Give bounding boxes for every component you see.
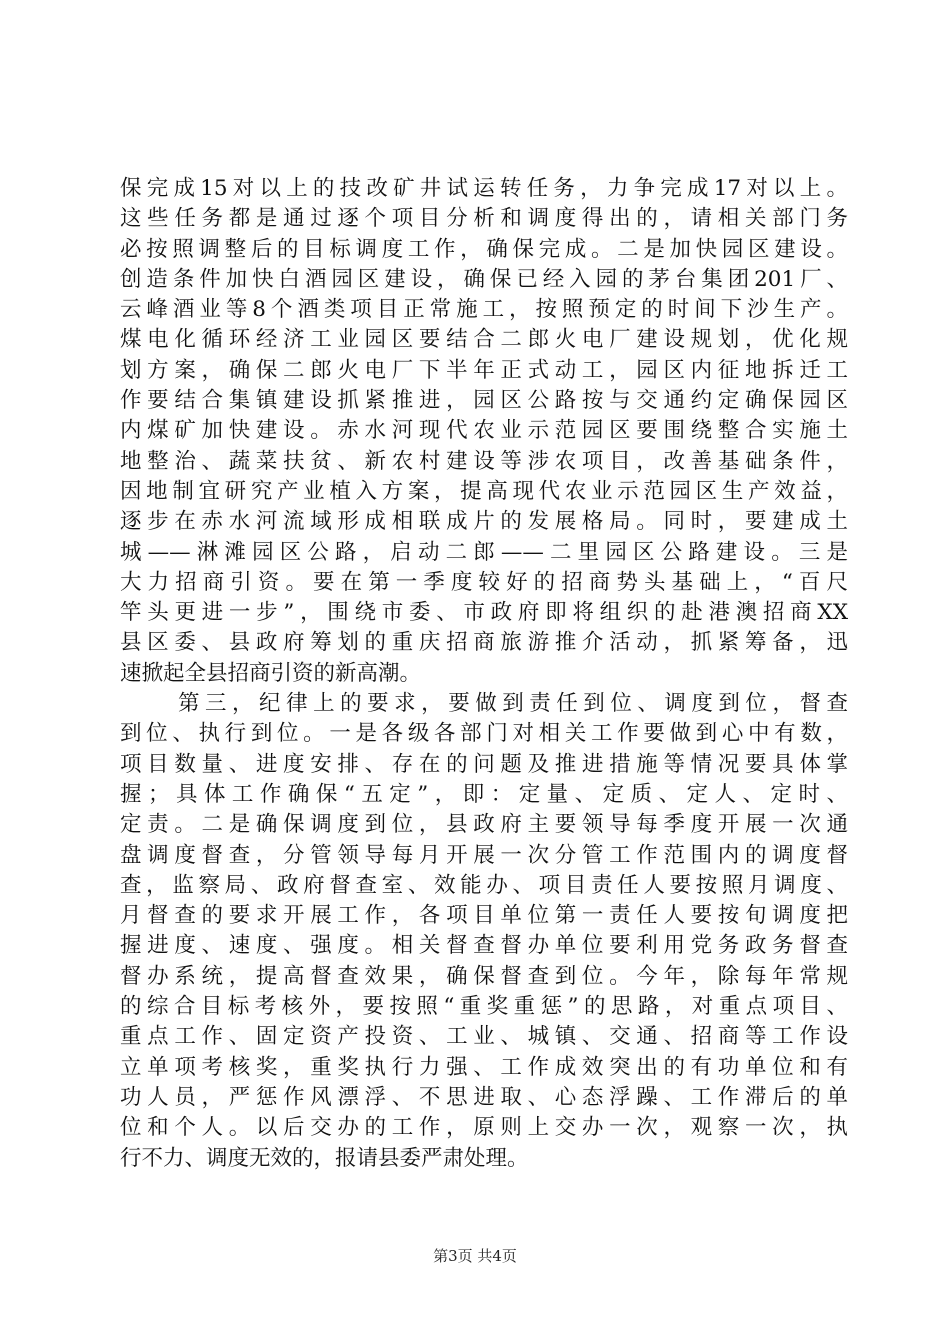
text-line: 创造条件加快白酒园区建设，确保已经入园的茅台集团201厂、 — [120, 266, 848, 292]
text-line: 月督查的要求开展工作，各项目单位第一责任人要按旬调度把 — [120, 903, 848, 929]
text-line: 功人员，严惩作风漂浮、不思进取、心态浮躁、工作滞后的单 — [120, 1084, 848, 1110]
text-line: 定责。二是确保调度到位，县政府主要领导每季度开展一次通 — [120, 812, 848, 838]
text-line: 的综合目标考核外，要按照“重奖重惩”的思路，对重点项目、 — [120, 994, 848, 1020]
text-line: 第三，纪律上的要求，要做到责任到位、调度到位，督查 — [178, 691, 848, 717]
page-number-footer: 第3页 共4页 — [433, 1247, 517, 1265]
text-line: 速掀起全县招商引资的新高潮。 — [120, 660, 422, 686]
text-line: 城——淋滩园区公路，启动二郎——二里园区公路建设。三是 — [120, 539, 848, 565]
text-line: 大力招商引资。要在第一季度较好的招商势头基础上，“百尺 — [120, 569, 848, 595]
paragraph-continuation — [120, 174, 848, 689]
text-line: 位和个人。以后交办的工作，原则上交办一次，观察一次，执 — [120, 1115, 848, 1141]
text-line: 查，监察局、政府督查室、效能办、项目责任人要按照月调度、 — [120, 872, 848, 898]
text-line: 督办系统，提高督查效果，确保督查到位。今年，除每年常规 — [120, 963, 848, 989]
text-line: 内煤矿加快建设。赤水河现代农业示范园区要围绕整合实施土 — [120, 418, 848, 444]
text-line: 煤电化循环经济工业园区要结合二郎火电厂建设规划，优化规 — [120, 327, 848, 353]
text-line: 作要结合集镇建设抓紧推进，园区公路按与交通约定确保园区 — [120, 388, 848, 414]
text-line: 保完成15对以上的技改矿井试运转任务，力争完成17对以上。 — [120, 176, 848, 201]
text-line: 地整治、蔬菜扶贫、新农村建设等涉农项目，改善基础条件， — [120, 448, 848, 474]
text-line: 握进度、速度、强度。相关督查督办单位要利用党务政务督查 — [120, 933, 848, 959]
text-line: 握；具体工作确保“五定”，即：定量、定质、定人、定时、 — [120, 781, 848, 807]
document-body — [120, 174, 848, 1174]
paragraph-discipline-requirements — [120, 689, 848, 1174]
text-line: 这些任务都是通过逐个项目分析和调度得出的，请相关部门务 — [120, 206, 848, 232]
text-line: 重点工作、固定资产投资、工业、城镇、交通、招商等工作设 — [120, 1024, 848, 1050]
text-line: 必按照调整后的目标调度工作，确保完成。二是加快园区建设。 — [120, 236, 848, 262]
text-line: 因地制宜研究产业植入方案，提高现代农业示范园区生产效益， — [120, 478, 848, 504]
text-line: 盘调度督查，分管领导每月开展一次分管工作范围内的调度督 — [120, 842, 848, 868]
text-line: 竿头更进一步”，围绕市委、市政府即将组织的赴港澳招商XX — [120, 600, 848, 626]
text-line: 逐步在赤水河流域形成相联成片的发展格局。同时，要建成土 — [120, 509, 848, 535]
text-line: 县区委、县政府筹划的重庆招商旅游推介活动，抓紧筹备，迅 — [120, 630, 848, 656]
text-line: 到位、执行到位。一是各级各部门对相关工作要做到心中有数， — [120, 721, 848, 747]
text-line: 云峰酒业等8个酒类项目正常施工，按照预定的时间下沙生产。 — [120, 297, 848, 323]
text-line: 立单项考核奖，重奖执行力强、工作成效突出的有功单位和有 — [120, 1054, 848, 1080]
text-line: 项目数量、进度安排、存在的问题及推进措施等情况要具体掌 — [120, 751, 848, 777]
text-line: 划方案，确保二郎火电厂下半年正式动工，园区内征地拆迁工 — [120, 357, 848, 383]
text-line: 行不力、调度无效的，报请县委严肃处理。 — [120, 1145, 529, 1171]
